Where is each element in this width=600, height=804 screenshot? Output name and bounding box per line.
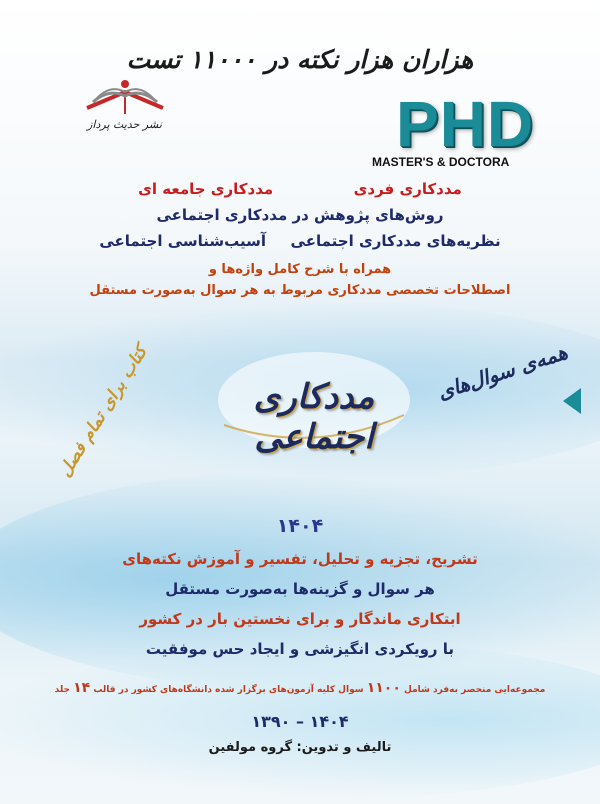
brand-subtitle: MASTER'S & DOCTORA bbox=[372, 155, 510, 169]
topics-note-1: همراه با شرح کامل واژه‌ها و bbox=[208, 262, 392, 277]
authors: تالیف و تدوین: گروه مولفین bbox=[208, 740, 392, 755]
collection-mid: سوال کلیه آزمون‌های برگزار شده دانشگاه‌های کشور در قالب bbox=[93, 685, 364, 695]
right-calligraphy: همه‌ی سوال‌های bbox=[434, 339, 571, 405]
topics-note-2: اصطلاحات تخصصی مددکاری مربوط به هر سوال به‌صورت مستقل bbox=[89, 283, 511, 298]
topic-individual: مددکاری فردی bbox=[353, 180, 462, 198]
publisher-name: نشر حدیث پرداز bbox=[87, 118, 162, 131]
feature-4: با رویکردی انگیزشی و ایجاد حس موفقیت bbox=[145, 640, 455, 658]
edition-year: ۱۴۰۴ bbox=[276, 515, 324, 537]
feature-2: هر سوال و گزینه‌ها به‌صورت مستقل bbox=[165, 580, 435, 598]
open-book-icon bbox=[75, 70, 175, 120]
feature-3: ابتکاری ماندگار و برای نخستین بار در کشور bbox=[139, 610, 461, 628]
volume-unit: جلد bbox=[54, 685, 70, 695]
phd-logo: PHD bbox=[396, 88, 535, 160]
top-slogan: هزاران هزار نکته در ۱۱۰۰۰ تست bbox=[126, 45, 474, 74]
year-range: ۱۴۰۴ – ۱۳۹۰ bbox=[251, 712, 349, 731]
collection-description bbox=[0, 680, 600, 696]
triangle-arrow-icon bbox=[563, 388, 581, 414]
collection-pre: مجموعه‌ایی منحصر به‌فرد شامل bbox=[404, 685, 546, 695]
feature-1: تشریح، تجزیه و تحلیل، تفسیر و آموزش نکته‌های bbox=[122, 550, 478, 568]
main-title bbox=[214, 345, 414, 455]
main-title-text: مددکاری اجتماعی bbox=[253, 377, 375, 457]
topics-line-1 bbox=[0, 180, 600, 198]
left-calligraphy: کتاب برای تمام فصل bbox=[55, 342, 152, 481]
topic-pathology: آسیب‌شناسی اجتماعی bbox=[99, 232, 267, 250]
topics-line-3 bbox=[0, 232, 600, 250]
topic-community: مددکاری جامعه ای bbox=[138, 180, 274, 198]
topic-theories: نظریه‌های مددکاری اجتماعی bbox=[290, 232, 501, 250]
topics-line-2: روش‌های پژوهش در مددکاری اجتماعی bbox=[156, 206, 444, 224]
publisher-logo bbox=[75, 70, 175, 160]
volume-count: ۱۴ bbox=[73, 680, 91, 696]
question-count: ۱۱۰۰ bbox=[366, 680, 401, 696]
